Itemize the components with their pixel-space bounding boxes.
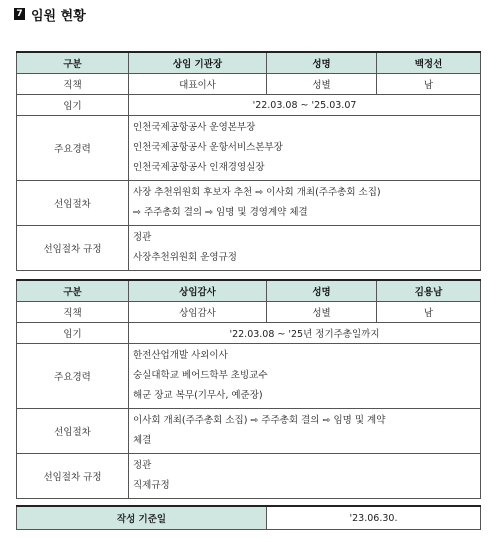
section-title: 임원 현황 (31, 8, 86, 24)
gender-label: 성별 (267, 74, 377, 95)
rules-list (129, 454, 481, 499)
header-name-label: 성명 (267, 52, 377, 74)
header-name-value: 김용남 (377, 280, 481, 302)
header-category: 구분 (17, 280, 129, 302)
term-label: 임기 (17, 323, 129, 344)
career-item: 한전산업개발 사외이사 (133, 350, 228, 361)
basis-date-value: '23.06.30. (267, 506, 481, 530)
career-item: 인천국제공항공사 운항서비스본부장 (133, 142, 283, 153)
rules-label: 선임절차 규정 (17, 226, 129, 271)
procedure-line: 이사회 개최(주주총회 소집) ⇨ 주주총회 결의 ⇨ 임명 및 계약 (133, 415, 386, 426)
table-row (17, 454, 481, 499)
basis-date-label: 작성 기준일 (17, 506, 267, 530)
header-role-type: 상임감사 (129, 280, 267, 302)
procedure-line: 사장 추천위원회 후보자 추천 ⇨ 이사회 개최(주주총회 소집) (133, 187, 381, 198)
term-value: '22.03.08 ~ '25년 정기주총일까지 (129, 323, 481, 344)
term-value: '22.03.08 ~ '25.03.07 (129, 95, 481, 116)
rules-item: 사장추천위원회 운영규정 (133, 252, 237, 263)
gender-value: 남 (377, 302, 481, 323)
header-name-value: 백정선 (377, 52, 481, 74)
career-list (129, 344, 481, 409)
gender-value: 남 (377, 74, 481, 95)
term-label: 임기 (17, 95, 129, 116)
rules-list (129, 226, 481, 271)
career-item: 인천국제공항공사 운영본부장 (133, 122, 256, 133)
procedure-label: 선임절차 (17, 409, 129, 454)
career-item: 해군 장교 복무(기무사, 예준장) (133, 390, 263, 401)
header-name-label: 성명 (267, 280, 377, 302)
procedure-label: 선임절차 (17, 181, 129, 226)
table-header-row (17, 52, 481, 74)
table-header-row (17, 280, 481, 302)
procedure-text (129, 181, 481, 226)
procedure-line: 체결 (133, 435, 152, 446)
rules-item: 정관 (133, 460, 152, 471)
position-value: 상임감사 (129, 302, 267, 323)
procedure-text (129, 409, 481, 454)
position-label: 직책 (17, 74, 129, 95)
table-row (17, 409, 481, 454)
position-label: 직책 (17, 302, 129, 323)
career-list (129, 116, 481, 181)
table-row (17, 506, 481, 530)
table-row (17, 344, 481, 409)
career-label: 주요경력 (17, 116, 129, 181)
rules-item: 정관 (133, 232, 152, 243)
officer-table-auditor (16, 279, 481, 499)
career-item: 숭실대학교 베어드학부 초빙교수 (133, 370, 268, 381)
section-heading (14, 6, 86, 22)
rules-item: 직제규정 (133, 480, 170, 491)
basis-date-table (16, 505, 481, 530)
section-number-box: 7 (14, 8, 25, 20)
officer-table-ceo (16, 51, 481, 271)
table-row (17, 116, 481, 181)
gender-label: 성별 (267, 302, 377, 323)
table-row (17, 95, 481, 116)
table-row (17, 226, 481, 271)
career-item: 인천국제공항공사 인재경영실장 (133, 162, 265, 173)
header-role-type: 상임 기관장 (129, 52, 267, 74)
position-value: 대표이사 (129, 74, 267, 95)
table-row (17, 323, 481, 344)
procedure-line: ⇨ 주주총회 결의 ⇨ 임명 및 경영계약 체결 (133, 207, 308, 218)
rules-label: 선임절차 규정 (17, 454, 129, 499)
table-row (17, 181, 481, 226)
career-label: 주요경력 (17, 344, 129, 409)
table-row (17, 74, 481, 95)
table-row (17, 302, 481, 323)
header-category: 구분 (17, 52, 129, 74)
